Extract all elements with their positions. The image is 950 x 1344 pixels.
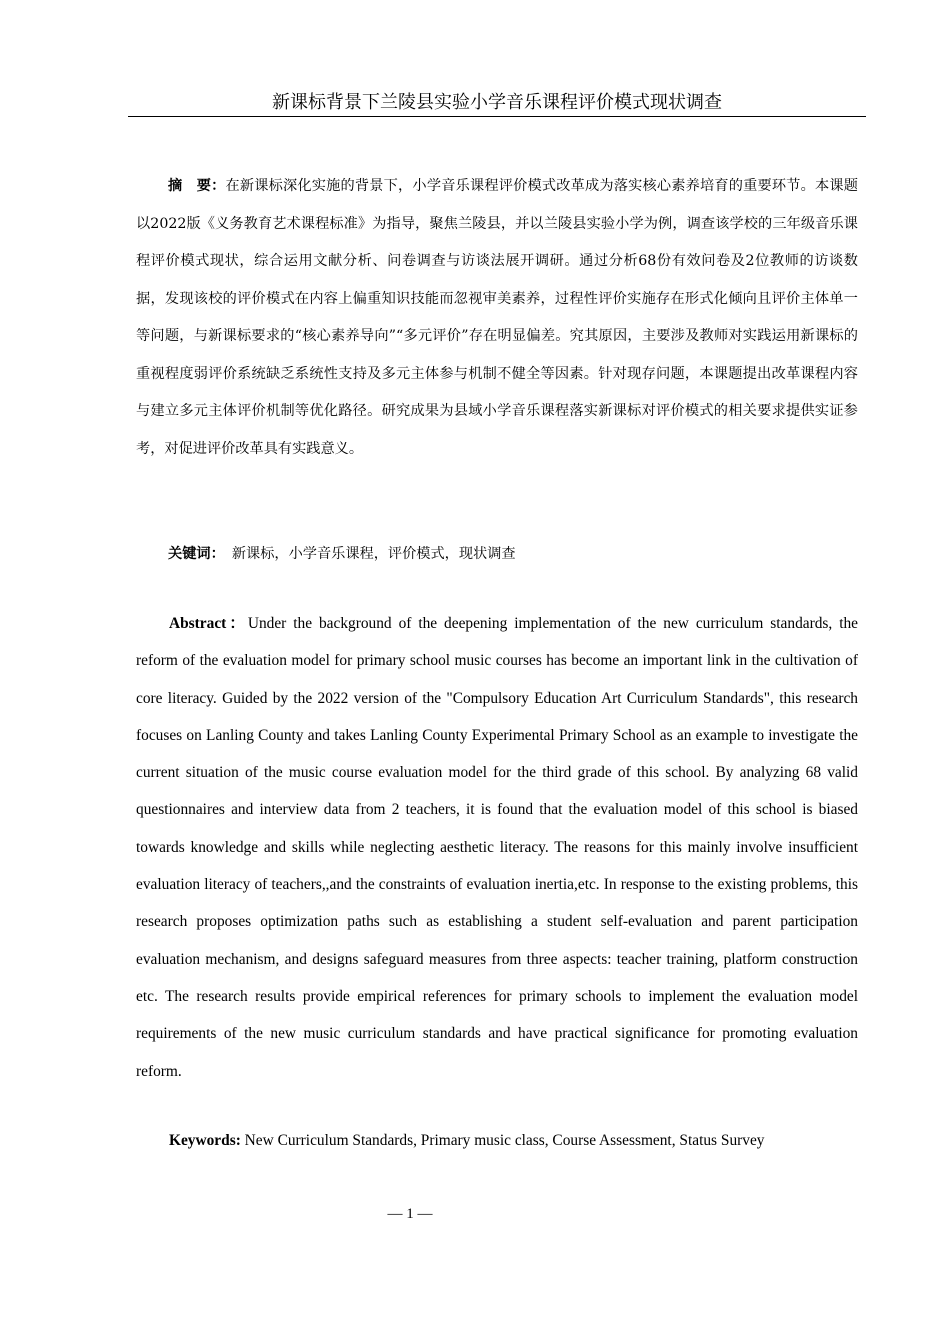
page-number: — 1 — — [387, 1206, 433, 1222]
abstract-english-label: Abstract： — [169, 615, 248, 632]
keywords-chinese-text: 新课标，小学音乐课程，评价模式，现状调查 — [217, 546, 516, 562]
abstract-chinese-text: 在新课标深化实施的背景下，小学音乐课程评价模式改革成为落实核心素养培育的重要环节。本课题以2022版《义务教育艺术课程标准》为指导，聚焦兰陵县，并以兰陵县实验小学为例，调查该学校的三年级音乐课程评价模式现状，综合运用文献分析、问卷调查与访谈法展开调研。通过分析68份有效问卷及2位教师的访谈数据，发现该校的评价模式在内容上偏重知识技能而忽视审美素养，过程性评价实施存在形式化倾向且评价主体单一等问题，与新课标要求的“核心素养导向”“多元评价”存在明显偏差。究其原因，主要涉及教师对实践运用新课标的重视程度弱评价系统缺乏系统性支持及多元主体参与机制不健全等因素。针对现存问题，本课题提出改革课程内容与建立多元主体评价机制等优化路径。研究成果为县域小学音乐课程落实新课标对评价模式的相关要求提供实证参考，对促进评价改革具有实践意义。 — [136, 178, 858, 457]
keywords-chinese — [136, 536, 858, 574]
keywords-english — [136, 1122, 858, 1159]
abstract-chinese-label: 摘 要： — [168, 178, 226, 194]
keywords-english-label: Keywords: — [169, 1132, 241, 1149]
keywords-chinese-label: 关键词： — [168, 546, 218, 562]
abstract-english — [136, 605, 858, 1090]
abstract-english-text: Under the background of the deepening implementation of the new curriculum standards, the reform of the evaluation model for primary school music courses has become an important link in the cultivation of core literacy. Guided by the 2022 version of the "Compulsory Education Art Curriculum Standards", this research focuses on Lanling County and takes Lanling County Experimental Primary School as an example to investigate the current situation of the music course evaluation model for the third grade of this school. By analyzing 68 valid questionnaires and interview data from 2 teachers, it is found that the evaluation model of this school is biased towards knowledge and skills while neglecting aesthetic literacy. The reasons for this mainly involve insufficient evaluation literacy of teachers,,and the constraints of evaluation inertia,etc. In response to the existing problems, this research proposes optimization paths such as establishing a student self-evaluation and parent participation evaluation mechanism, and designs safeguard measures from three aspects: teacher training, platform construction etc. The research results provide empirical references for primary schools to implement the evaluation model requirements of the new music curriculum standards and have practical significance for promoting evaluation reform. — [136, 615, 858, 1080]
abstract-chinese — [136, 168, 858, 468]
keywords-english-text: New Curriculum Standards, Primary music class, Course Assessment, Status Survey — [240, 1132, 765, 1149]
page-header-title: 新课标背景下兰陵县实验小学音乐课程评价模式现状调查 — [128, 90, 866, 117]
